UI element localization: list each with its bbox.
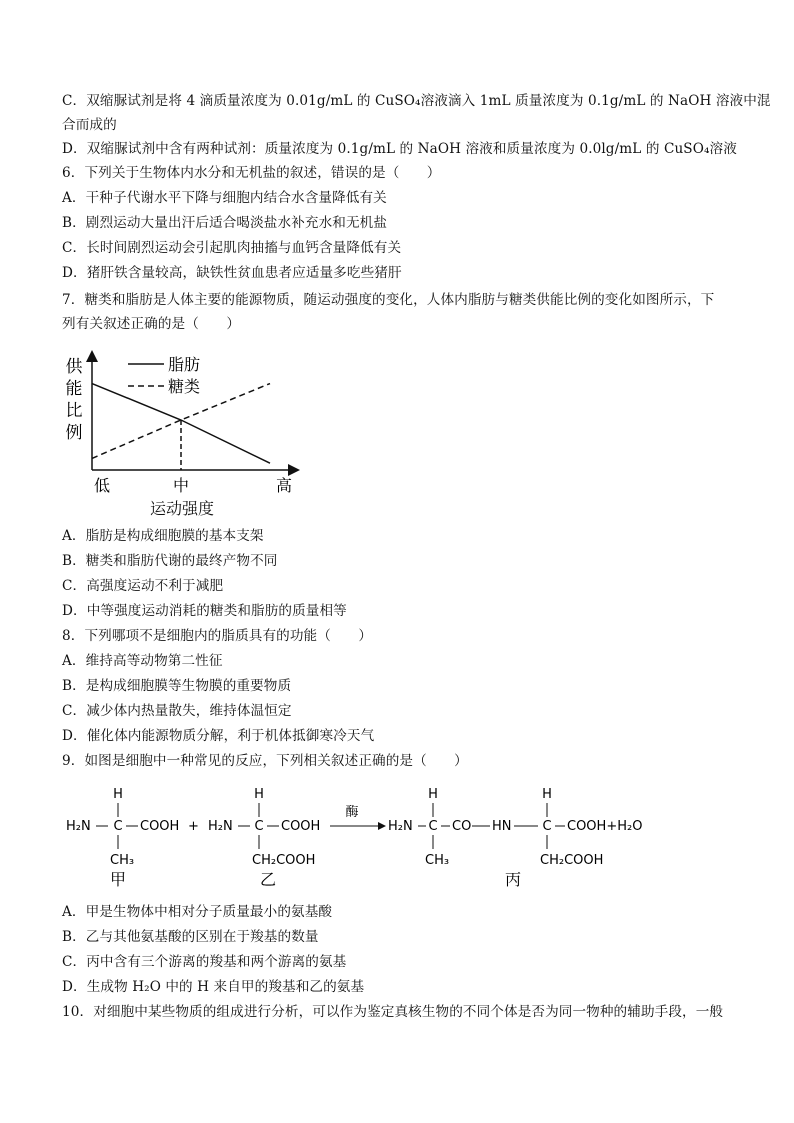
q9-option-c: C．丙中含有三个游离的羧基和两个游离的氨基 bbox=[62, 954, 347, 970]
x-axis-label: 运动强度 bbox=[149, 499, 215, 518]
svg-text:H₂N: H₂N bbox=[66, 819, 91, 834]
x-tick-label: 高 bbox=[275, 476, 293, 495]
enzyme-arrow bbox=[330, 805, 386, 830]
y-axis-label-char: 能 bbox=[65, 379, 83, 399]
svg-text:H: H bbox=[254, 787, 264, 802]
q7-option-a: A．脂肪是构成细胞膜的基本支架 bbox=[62, 528, 264, 544]
q8-option-c: C．减少体内热量散失，维持体温恒定 bbox=[62, 703, 292, 719]
svg-text:H₂N: H₂N bbox=[208, 819, 233, 834]
question-9: 9．如图是细胞中一种常见的反应，下列相关叙述正确的是（ ） bbox=[62, 753, 468, 769]
peptide-reaction-diagram bbox=[62, 782, 662, 892]
svg-text:CH₃: CH₃ bbox=[425, 853, 450, 868]
svg-text:C: C bbox=[254, 819, 264, 834]
q7-option-b: B．糖类和脂肪代谢的最终产物不同 bbox=[62, 553, 278, 569]
svg-text:C: C bbox=[428, 819, 438, 834]
chart-legend bbox=[128, 355, 200, 396]
x-tick-label: 低 bbox=[93, 476, 111, 495]
q8-option-b: B．是构成细胞膜等生物膜的重要物质 bbox=[62, 678, 292, 694]
question-10: 10．对细胞中某些物质的组成进行分析，可以作为鉴定真核生物的不同个体是否为同一物种的辅助手段，一般 bbox=[62, 1004, 724, 1020]
svg-text:C: C bbox=[113, 819, 123, 834]
amino-acid-yi bbox=[208, 787, 320, 889]
svg-text:HN: HN bbox=[492, 819, 512, 834]
svg-text:CH₂COOH: CH₂COOH bbox=[252, 853, 316, 868]
q9-option-d: D．生成物 H₂O 中的 H 来自甲的羧基和乙的氨基 bbox=[62, 979, 365, 995]
svg-text:H₂N: H₂N bbox=[388, 819, 413, 834]
y-axis-label-char: 例 bbox=[65, 423, 83, 443]
question-8: 8．下列哪项不是细胞内的脂质具有的功能（ ） bbox=[62, 628, 373, 644]
svg-text:H: H bbox=[542, 787, 552, 802]
q6-option-a: A．干种子代谢水平下降与细胞内结合水含量降低有关 bbox=[62, 190, 387, 206]
svg-text:C: C bbox=[542, 819, 552, 834]
svg-text:CH₃: CH₃ bbox=[110, 853, 135, 868]
q7-option-c: C．高强度运动不利于减肥 bbox=[62, 578, 224, 594]
label-yi: 乙 bbox=[259, 870, 277, 889]
q9-option-b: B．乙与其他氨基酸的区别在于羧基的数量 bbox=[62, 929, 319, 945]
svg-text:H: H bbox=[428, 787, 438, 802]
q6-option-d: D．猪肝铁含量较高，缺铁性贫血患者应适量多吃些猪肝 bbox=[62, 265, 402, 281]
svg-text:CH₂COOH: CH₂COOH bbox=[540, 853, 604, 868]
amino-acid-jia bbox=[66, 787, 179, 889]
svg-text:CO: CO bbox=[452, 819, 472, 834]
svg-text:H: H bbox=[113, 787, 123, 802]
option-d-line: D．双缩脲试剂中含有两种试剂：质量浓度为 0.1g/mL 的 NaOH 溶液和质量浓度为 0.0lg/mL 的 CuSO₄溶液 bbox=[62, 141, 737, 157]
q6-option-c: C．长时间剧烈运动会引起肌肉抽搐与血钙含量降低有关 bbox=[62, 240, 402, 256]
svg-text:COOH+H₂O: COOH+H₂O bbox=[567, 819, 643, 834]
question-6: 6．下列关于生物体内水分和无机盐的叙述，错误的是（ ） bbox=[62, 165, 441, 181]
x-tick-label: 中 bbox=[172, 476, 190, 495]
y-axis-label-char: 比 bbox=[65, 401, 83, 421]
energy-ratio-chart bbox=[62, 350, 302, 522]
plus-sign: + bbox=[188, 819, 199, 834]
question-7-line2: 列有关叙述正确的是（ ） bbox=[62, 316, 241, 332]
q7-option-d: D．中等强度运动消耗的糖类和脂肪的质量相等 bbox=[62, 603, 347, 619]
q8-option-a: A．维持高等动物第二性征 bbox=[62, 653, 223, 669]
q9-option-a: A．甲是生物体中相对分子质量最小的氨基酸 bbox=[62, 904, 333, 920]
dipeptide-bing bbox=[388, 787, 642, 889]
y-axis-label bbox=[66, 357, 84, 443]
legend-label: 糖类 bbox=[168, 377, 201, 396]
svg-text:酶: 酶 bbox=[345, 805, 359, 820]
svg-text:COOH: COOH bbox=[140, 819, 180, 834]
question-7-line1: 7．糖类和脂肪是人体主要的能源物质，随运动强度的变化，人体内脂肪与糖类供能比例的变化如图所示，下 bbox=[62, 292, 715, 308]
label-bing: 丙 bbox=[504, 870, 522, 889]
q8-option-d: D．催化体内能源物质分解，利于机体抵御寒冷天气 bbox=[62, 728, 375, 744]
svg-text:COOH: COOH bbox=[281, 819, 321, 834]
q6-option-b: B．剧烈运动大量出汗后适合喝淡盐水补充水和无机盐 bbox=[62, 215, 388, 231]
option-c-line1: C．双缩脲试剂是将 4 滴质量浓度为 0.01g/mL 的 CuSO₄溶液滴入 1mL 质量浓度为 0.1g/mL 的 NaOH 溶液中混 bbox=[62, 93, 771, 109]
option-c-line2: 合而成的 bbox=[62, 117, 117, 133]
legend-label: 脂肪 bbox=[168, 355, 201, 374]
label-jia: 甲 bbox=[109, 870, 127, 889]
y-axis-label-char: 供 bbox=[65, 357, 83, 377]
